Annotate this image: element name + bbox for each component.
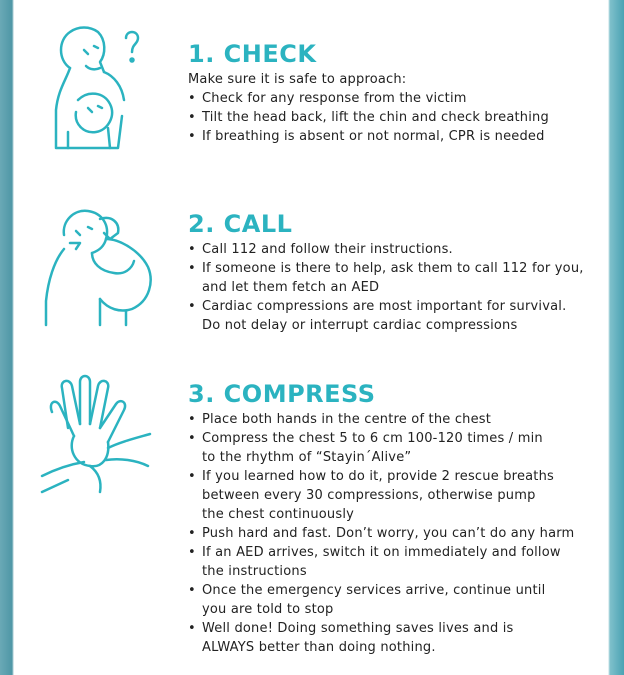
bullet-line: Well done! Doing something saves lives and is <box>202 621 514 636</box>
bullet-line: you are told to stop <box>202 602 334 617</box>
bullet-line: to the rhythm of “Stayin´Alive” <box>202 450 412 465</box>
list-item <box>188 410 598 429</box>
bullet-line: If someone is there to help, ask them to call 112 for you, <box>202 261 584 276</box>
list-item: • Tilt the head back, lift the chin and check breathing <box>188 108 598 127</box>
bullet-line: Call 112 and follow their instructions. <box>202 242 453 257</box>
section-call <box>188 210 598 335</box>
bullet-line: Compress the chest 5 to 6 cm 100-120 times / min <box>202 431 543 446</box>
person-phone-call-icon <box>40 205 160 330</box>
bullet-list <box>188 240 598 335</box>
bullet-line: ALWAYS better than doing nothing. <box>202 640 436 655</box>
list-item <box>188 581 598 619</box>
list-item <box>188 240 598 259</box>
list-item <box>188 429 598 467</box>
list-item: • If breathing is absent or not normal, CPR is needed <box>188 127 598 146</box>
bullet-line: Do not delay or interrupt cardiac compressions <box>202 318 518 333</box>
person-confused-icon <box>48 20 148 155</box>
bullet-list <box>188 410 598 657</box>
section-title: 2. CALL <box>188 210 293 238</box>
bullet-line: the chest continuously <box>202 507 355 522</box>
bullet-line: Once the emergency services arrive, continue until <box>202 583 546 598</box>
bullet-line: and let them fetch an AED <box>202 280 380 295</box>
bullet-line: between every 30 compressions, otherwise pump <box>202 488 536 503</box>
section-compress <box>188 380 598 657</box>
section-title: 1. CHECK <box>188 40 317 68</box>
bullet-line: If you learned how to do it, provide 2 rescue breaths <box>202 469 555 484</box>
bullet-line: If an AED arrives, switch it on immediately and follow <box>202 545 561 560</box>
section-intro: Make sure it is safe to approach: <box>188 72 407 87</box>
section-title: 3. COMPRESS <box>188 380 376 408</box>
list-item <box>188 297 598 335</box>
bullet-line: Place both hands in the centre of the chest <box>202 412 492 427</box>
list-item <box>188 259 598 297</box>
list-item <box>188 524 598 543</box>
bullet-line: the instructions <box>202 564 307 579</box>
hands-compression-icon <box>38 372 158 497</box>
list-item: • Check for any response from the victim <box>188 89 598 108</box>
bullet-line: Cardiac compressions are most important for survival. <box>202 299 567 314</box>
section-check <box>188 40 598 146</box>
list-item <box>188 543 598 581</box>
list-item <box>188 619 598 657</box>
bullet-list <box>188 89 598 146</box>
list-item <box>188 467 598 524</box>
bullet-line: Push hard and fast. Don’t worry, you can’t do any harm <box>202 526 575 541</box>
